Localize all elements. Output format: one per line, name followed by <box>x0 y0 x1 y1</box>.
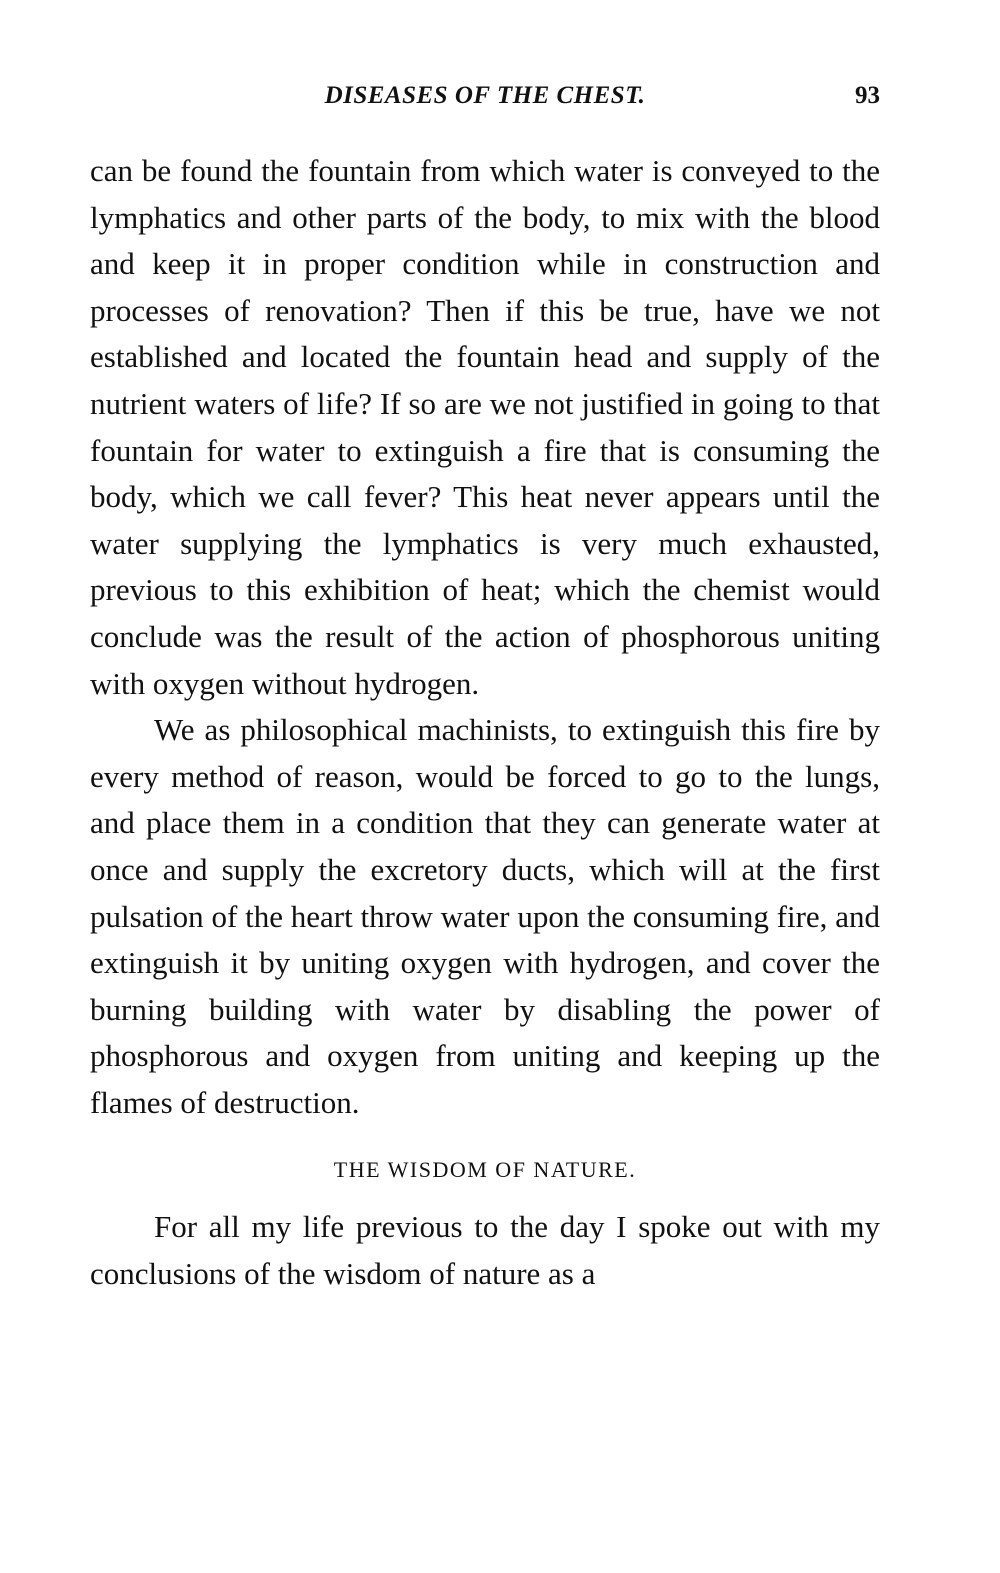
running-head <box>90 82 880 122</box>
paragraph: can be found the fountain from which water is conveyed to the lymphatics and other parts of the body, to mix with the blood and keep it in proper condition while in construction and processes of renovation? Then if this be true, have we not established and located the fountain head and supply of the nutrient waters of life? If so are we not justified in going to that fountain for water to extinguish a fire that is consuming the body, which we call fever? This heat never appears until the water supplying the lymphatics is very much exhausted, previous to this exhibition of heat; which the chemist would conclude was the result of the action of phosphorous uniting with oxygen without hydrogen. <box>90 153 880 701</box>
section-heading: THE WISDOM OF NATURE. <box>333 1157 637 1183</box>
paragraph: We as philosophical machinists, to extinguish this fire by every method of reason, would be forced to go to the lungs, and place them in a condition that they can generate water at once and supply the excretory ducts, which will at the first pulsation of the heart throw water upon the consuming fire, and extinguish it by uniting oxygen with hydrogen, and cover the burning building with water by disabling the power of phosphorous and oxygen from uniting and keeping up the flames of destruction. <box>90 712 880 1120</box>
page-number: 93 <box>855 82 880 109</box>
body-text <box>90 148 880 1298</box>
running-title: DISEASES OF THE CHEST. <box>324 82 646 109</box>
paragraph: For all my life previous to the day I spoke out with my conclusions of the wisdom of nature as a <box>90 1209 880 1292</box>
